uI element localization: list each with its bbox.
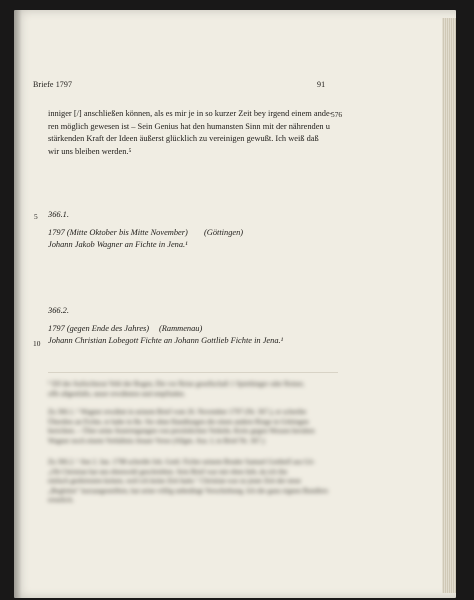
entry-date: 1797 (gegen Ende des Jahres) (48, 324, 150, 333)
text-line: wir uns bleiben werden.⁵ (48, 146, 132, 156)
footnote-line: offe allgenfalls, unser erwähnten und empfinden. (48, 389, 186, 398)
line-marker: 10 (33, 339, 41, 348)
book-page (14, 10, 456, 598)
footnote-block (48, 458, 338, 506)
entry-date: 1797 (Mitte Oktober bis Mitte November) (48, 228, 188, 237)
footnote-line: Überdies an Fichte, er habe in Ihr. Sie ohne Handlungen die einen andern Ringe in Göttingen (48, 417, 309, 426)
page-number: 91 (317, 80, 326, 89)
entry-correspondents: Johann Christian Lobegott Fichte an Johann Gottlieb Fichte in Jena.¹ (48, 336, 284, 345)
letter-text (48, 108, 333, 158)
footnote-line: einfach geehrtesten keinen, weil ich keine Zeit hatte." Christian war zu jener Zeit der neue (48, 477, 301, 486)
page-edge (442, 18, 456, 593)
entry-place: (Göttingen) (204, 228, 244, 237)
footnote-line: ⁵ Elf der Aufsichtsrat Vehl der Bogen, Die vor Reise gesellschaft 1 Spiethinger oder Reiner, (48, 380, 305, 388)
entry-number: 366.1. (48, 210, 69, 219)
footnote-line: Wagner noch einem Verhältnis Jenaer Verse (Allgm. Aus. I, in Brief Nr. 367.) (48, 436, 265, 445)
text-line: ren möglich gewesen ist – Sein Genius hat den humansten Sinn mit der nährenden u (48, 121, 330, 131)
footnote-rule (48, 372, 338, 373)
entry-correspondents: Johann Jakob Wagner an Fichte in Jena.¹ (48, 240, 188, 249)
running-title: Briefe 1797 (33, 80, 73, 89)
line-marker: 5 (34, 212, 38, 221)
footnote-block (48, 408, 338, 446)
margin-reference: 576 (331, 110, 343, 119)
footnote-line: berichten. – Über seine Anstrengungen von persönlichen Verkehr, Kreis gegen Wessen beruhen (48, 427, 315, 436)
footnote-block (48, 380, 338, 399)
entry-number: 366.2. (48, 306, 69, 315)
footnote-line: Zu 366.1. ¹ Wagner erwähnt in seinem Brief vom 26. November 1797 (Nr. 367.), er schreibe (48, 408, 307, 416)
footnote-line: ernstlich. (48, 496, 74, 505)
text-line: stärkenden Kraft der Ideen äußerst glücklich zu vereinigen gewußt. Ich weiß daß (48, 134, 319, 144)
footnote-line: „Begleiter" kurzangestellten, hat seine völlig unbedingt Verschiebung. Ich die ganz eignen Bundlers (48, 486, 329, 495)
page-gutter-shadow (14, 10, 22, 598)
entry-place: (Rammenau) (159, 324, 203, 333)
footnote-line: „Ob Christian hat uns ebenwohl geschrieben. Sein Brief war mir eben lieb, da ich ihn (48, 467, 288, 476)
text-line: inniger [/] anschließen können, als es mir je in so kurzer Zeit bey irgend einem ande- (48, 109, 333, 118)
footnote-line: Zu 366.2. ¹ Am 2. Jan. 1798 schreibt Joh. Gottl. Fichte seinem Bruder Samuel Gotthelf aus Gö- (48, 458, 315, 466)
